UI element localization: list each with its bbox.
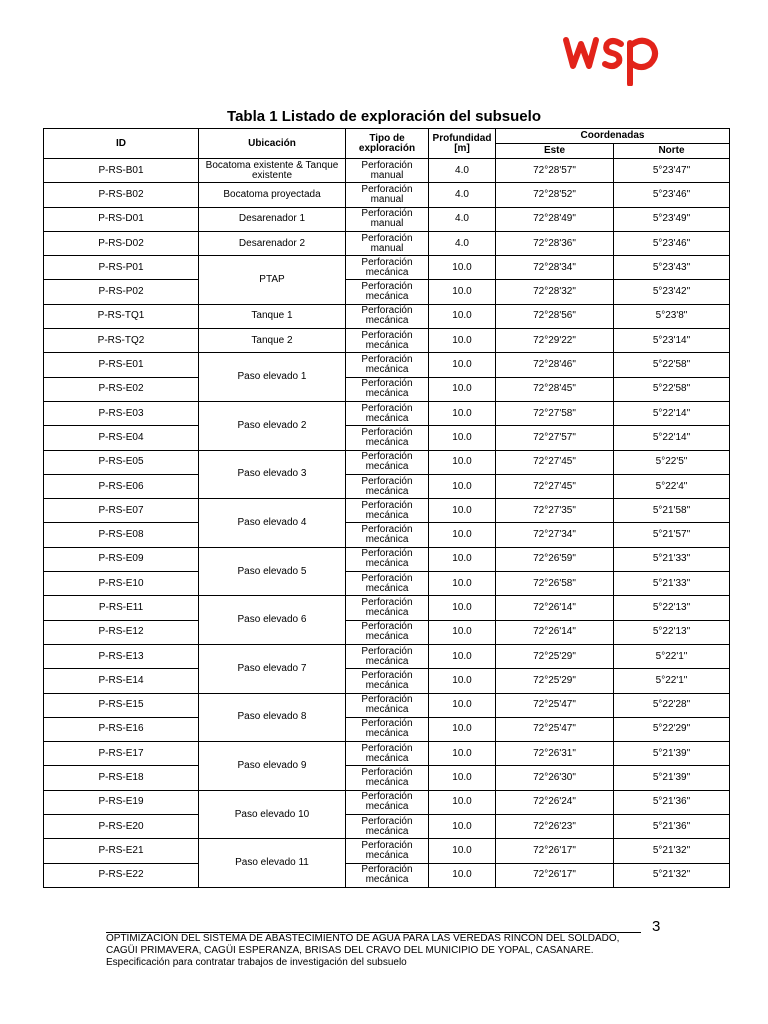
cell-norte: 5°22'29"	[614, 717, 730, 741]
cell-profundidad: 10.0	[429, 596, 496, 620]
cell-norte: 5°23'46"	[614, 231, 730, 255]
cell-tipo: Perforación mecánica	[346, 572, 429, 596]
cell-este: 72°28'52"	[496, 183, 614, 207]
cell-profundidad: 10.0	[429, 839, 496, 863]
cell-este: 72°26'23"	[496, 815, 614, 839]
table-row	[44, 669, 730, 693]
table-row	[44, 523, 730, 547]
exploration-table	[43, 128, 730, 888]
cell-tipo: Perforación mecánica	[346, 839, 429, 863]
table-row	[44, 863, 730, 887]
cell-este: 72°26'59"	[496, 547, 614, 571]
table-row	[44, 815, 730, 839]
cell-ubicacion: Paso elevado 10	[199, 790, 346, 839]
footer-line-3: Especificación para contratar trabajos de investigación del subsuelo	[106, 957, 407, 968]
cell-profundidad: 10.0	[429, 620, 496, 644]
table-row	[44, 620, 730, 644]
cell-norte: 5°21'32"	[614, 839, 730, 863]
table-row	[44, 717, 730, 741]
cell-norte: 5°21'33"	[614, 547, 730, 571]
cell-este: 72°28'32"	[496, 280, 614, 304]
table-row	[44, 207, 730, 231]
cell-tipo: Perforación mecánica	[346, 450, 429, 474]
cell-ubicacion: Paso elevado 1	[199, 353, 346, 402]
table-title: Tabla 1 Listado de exploración del subsuelo	[227, 108, 541, 125]
cell-profundidad: 10.0	[429, 717, 496, 741]
header-coordenadas: Coordenadas	[496, 129, 730, 144]
cell-tipo: Perforación mecánica	[346, 474, 429, 498]
cell-norte: 5°22'5"	[614, 450, 730, 474]
table-row	[44, 353, 730, 377]
header-tipo: Tipo de exploración	[346, 129, 429, 159]
cell-este: 72°25'29"	[496, 644, 614, 668]
cell-profundidad: 10.0	[429, 547, 496, 571]
cell-tipo: Perforación mecánica	[346, 547, 429, 571]
cell-tipo: Perforación mecánica	[346, 669, 429, 693]
table-row	[44, 790, 730, 814]
cell-norte: 5°21'57"	[614, 523, 730, 547]
cell-tipo: Perforación mecánica	[346, 426, 429, 450]
cell-este: 72°27'45"	[496, 474, 614, 498]
cell-norte: 5°22'13"	[614, 596, 730, 620]
cell-este: 72°28'45"	[496, 377, 614, 401]
header-norte: Norte	[614, 144, 730, 159]
cell-norte: 5°22'13"	[614, 620, 730, 644]
cell-profundidad: 10.0	[429, 401, 496, 425]
cell-id: P-RS-E10	[44, 572, 199, 596]
table-row	[44, 304, 730, 328]
cell-profundidad: 10.0	[429, 766, 496, 790]
cell-ubicacion: Paso elevado 4	[199, 499, 346, 548]
cell-este: 72°28'34"	[496, 256, 614, 280]
cell-profundidad: 4.0	[429, 159, 496, 183]
cell-id: P-RS-E09	[44, 547, 199, 571]
cell-este: 72°27'45"	[496, 450, 614, 474]
table-row	[44, 183, 730, 207]
table-row	[44, 693, 730, 717]
table-row	[44, 231, 730, 255]
cell-ubicacion: Paso elevado 11	[199, 839, 346, 888]
table-row	[44, 280, 730, 304]
cell-id: P-RS-E22	[44, 863, 199, 887]
cell-tipo: Perforación mecánica	[346, 620, 429, 644]
cell-norte: 5°21'39"	[614, 766, 730, 790]
cell-id: P-RS-E05	[44, 450, 199, 474]
cell-este: 72°26'24"	[496, 790, 614, 814]
cell-profundidad: 4.0	[429, 231, 496, 255]
cell-tipo: Perforación mecánica	[346, 499, 429, 523]
cell-profundidad: 10.0	[429, 572, 496, 596]
cell-norte: 5°23'42"	[614, 280, 730, 304]
cell-id: P-RS-E14	[44, 669, 199, 693]
cell-tipo: Perforación mecánica	[346, 644, 429, 668]
cell-profundidad: 10.0	[429, 426, 496, 450]
table-row	[44, 766, 730, 790]
cell-ubicacion: Paso elevado 2	[199, 401, 346, 450]
cell-id: P-RS-E17	[44, 742, 199, 766]
cell-id: P-RS-E04	[44, 426, 199, 450]
cell-id: P-RS-E01	[44, 353, 199, 377]
cell-id: P-RS-D02	[44, 231, 199, 255]
cell-norte: 5°22'1"	[614, 644, 730, 668]
header-profundidad: Profundidad [m]	[429, 129, 496, 159]
cell-tipo: Perforación mecánica	[346, 863, 429, 887]
table-body	[44, 159, 730, 888]
header-id: ID	[44, 129, 199, 159]
cell-tipo: Perforación mecánica	[346, 693, 429, 717]
cell-ubicacion: Desarenador 1	[199, 207, 346, 231]
cell-tipo: Perforación mecánica	[346, 304, 429, 328]
table-row	[44, 256, 730, 280]
cell-profundidad: 10.0	[429, 256, 496, 280]
cell-ubicacion: Paso elevado 8	[199, 693, 346, 742]
table-row	[44, 596, 730, 620]
cell-id: P-RS-E16	[44, 717, 199, 741]
table-row	[44, 547, 730, 571]
cell-norte: 5°22'4"	[614, 474, 730, 498]
cell-tipo: Perforación manual	[346, 183, 429, 207]
table-row	[44, 426, 730, 450]
table-row	[44, 742, 730, 766]
cell-este: 72°25'47"	[496, 693, 614, 717]
cell-tipo: Perforación mecánica	[346, 766, 429, 790]
cell-id: P-RS-E15	[44, 693, 199, 717]
cell-este: 72°28'46"	[496, 353, 614, 377]
cell-profundidad: 10.0	[429, 280, 496, 304]
cell-este: 72°27'35"	[496, 499, 614, 523]
cell-norte: 5°22'14"	[614, 426, 730, 450]
cell-tipo: Perforación mecánica	[346, 596, 429, 620]
cell-profundidad: 10.0	[429, 329, 496, 353]
cell-este: 72°26'17"	[496, 863, 614, 887]
cell-ubicacion: Tanque 2	[199, 329, 346, 353]
cell-tipo: Perforación manual	[346, 159, 429, 183]
cell-este: 72°29'22"	[496, 329, 614, 353]
cell-norte: 5°23'46"	[614, 183, 730, 207]
cell-tipo: Perforación mecánica	[346, 329, 429, 353]
cell-norte: 5°23'47"	[614, 159, 730, 183]
cell-norte: 5°22'28"	[614, 693, 730, 717]
cell-ubicacion: Paso elevado 5	[199, 547, 346, 596]
cell-este: 72°26'31"	[496, 742, 614, 766]
cell-ubicacion: Tanque 1	[199, 304, 346, 328]
cell-norte: 5°21'58"	[614, 499, 730, 523]
cell-id: P-RS-E08	[44, 523, 199, 547]
table-row	[44, 572, 730, 596]
cell-este: 72°26'17"	[496, 839, 614, 863]
cell-profundidad: 10.0	[429, 863, 496, 887]
cell-id: P-RS-E11	[44, 596, 199, 620]
cell-id: P-RS-E06	[44, 474, 199, 498]
cell-tipo: Perforación mecánica	[346, 401, 429, 425]
cell-ubicacion: PTAP	[199, 256, 346, 305]
cell-profundidad: 10.0	[429, 377, 496, 401]
page-footer	[106, 933, 666, 969]
cell-id: P-RS-TQ2	[44, 329, 199, 353]
cell-id: P-RS-E21	[44, 839, 199, 863]
cell-id: P-RS-E20	[44, 815, 199, 839]
footer-line-1: OPTIMIZACIÓN DEL SISTEMA DE ABASTECIMIENTO DE AGUA PARA LAS VEREDAS RINCÓN DEL SOLDADO,	[106, 933, 620, 944]
cell-este: 72°28'56"	[496, 304, 614, 328]
page-number: 3	[652, 918, 661, 935]
cell-tipo: Perforación mecánica	[346, 353, 429, 377]
cell-tipo: Perforación manual	[346, 231, 429, 255]
cell-tipo: Perforación mecánica	[346, 815, 429, 839]
cell-este: 72°26'58"	[496, 572, 614, 596]
cell-norte: 5°22'1"	[614, 669, 730, 693]
cell-id: P-RS-E18	[44, 766, 199, 790]
cell-norte: 5°23'43"	[614, 256, 730, 280]
table-row	[44, 159, 730, 183]
cell-este: 72°27'57"	[496, 426, 614, 450]
table-row	[44, 450, 730, 474]
cell-norte: 5°21'32"	[614, 863, 730, 887]
cell-id: P-RS-E19	[44, 790, 199, 814]
table-row	[44, 499, 730, 523]
table-row	[44, 644, 730, 668]
cell-profundidad: 10.0	[429, 353, 496, 377]
cell-id: P-RS-P01	[44, 256, 199, 280]
cell-ubicacion: Bocatoma existente & Tanque existente	[199, 159, 346, 183]
cell-norte: 5°22'58"	[614, 353, 730, 377]
cell-id: P-RS-TQ1	[44, 304, 199, 328]
cell-tipo: Perforación mecánica	[346, 742, 429, 766]
cell-norte: 5°23'8"	[614, 304, 730, 328]
cell-ubicacion: Paso elevado 3	[199, 450, 346, 499]
table-row	[44, 329, 730, 353]
cell-ubicacion: Paso elevado 7	[199, 644, 346, 693]
cell-tipo: Perforación manual	[346, 207, 429, 231]
cell-norte: 5°21'36"	[614, 815, 730, 839]
cell-este: 72°26'14"	[496, 620, 614, 644]
cell-profundidad: 10.0	[429, 523, 496, 547]
cell-tipo: Perforación mecánica	[346, 280, 429, 304]
cell-profundidad: 10.0	[429, 815, 496, 839]
cell-profundidad: 10.0	[429, 644, 496, 668]
cell-este: 72°26'14"	[496, 596, 614, 620]
cell-profundidad: 10.0	[429, 693, 496, 717]
footer-line-2: CAGÜI PRIMAVERA, CAGÜI ESPERANZA, BRISAS DEL CRAVO DEL MUNICIPIO DE YOPAL, CASANARE.	[106, 945, 594, 956]
cell-norte: 5°21'36"	[614, 790, 730, 814]
cell-este: 72°28'36"	[496, 231, 614, 255]
cell-este: 72°26'30"	[496, 766, 614, 790]
cell-profundidad: 10.0	[429, 499, 496, 523]
cell-norte: 5°23'14"	[614, 329, 730, 353]
cell-este: 72°25'47"	[496, 717, 614, 741]
cell-profundidad: 10.0	[429, 304, 496, 328]
cell-este: 72°28'57"	[496, 159, 614, 183]
cell-este: 72°28'49"	[496, 207, 614, 231]
cell-tipo: Perforación mecánica	[346, 377, 429, 401]
cell-tipo: Perforación mecánica	[346, 256, 429, 280]
cell-profundidad: 10.0	[429, 790, 496, 814]
table-row	[44, 377, 730, 401]
cell-tipo: Perforación mecánica	[346, 790, 429, 814]
wsp-logo	[562, 34, 662, 86]
cell-profundidad: 10.0	[429, 669, 496, 693]
cell-ubicacion: Paso elevado 6	[199, 596, 346, 645]
cell-id: P-RS-E13	[44, 644, 199, 668]
cell-profundidad: 10.0	[429, 450, 496, 474]
cell-tipo: Perforación mecánica	[346, 717, 429, 741]
cell-id: P-RS-E02	[44, 377, 199, 401]
cell-id: P-RS-B02	[44, 183, 199, 207]
cell-norte: 5°22'58"	[614, 377, 730, 401]
cell-este: 72°25'29"	[496, 669, 614, 693]
cell-este: 72°27'58"	[496, 401, 614, 425]
cell-norte: 5°23'49"	[614, 207, 730, 231]
cell-profundidad: 4.0	[429, 183, 496, 207]
cell-ubicacion: Bocatoma proyectada	[199, 183, 346, 207]
header-este: Este	[496, 144, 614, 159]
cell-id: P-RS-E03	[44, 401, 199, 425]
cell-norte: 5°21'33"	[614, 572, 730, 596]
cell-profundidad: 10.0	[429, 742, 496, 766]
cell-id: P-RS-B01	[44, 159, 199, 183]
cell-profundidad: 10.0	[429, 474, 496, 498]
header-ubicacion: Ubicación	[199, 129, 346, 159]
cell-id: P-RS-P02	[44, 280, 199, 304]
cell-id: P-RS-E07	[44, 499, 199, 523]
cell-id: P-RS-E12	[44, 620, 199, 644]
table-row	[44, 401, 730, 425]
cell-norte: 5°22'14"	[614, 401, 730, 425]
cell-ubicacion: Paso elevado 9	[199, 742, 346, 791]
cell-profundidad: 4.0	[429, 207, 496, 231]
cell-norte: 5°21'39"	[614, 742, 730, 766]
cell-este: 72°27'34"	[496, 523, 614, 547]
cell-tipo: Perforación mecánica	[346, 523, 429, 547]
table-row	[44, 839, 730, 863]
cell-id: P-RS-D01	[44, 207, 199, 231]
table-row	[44, 474, 730, 498]
cell-ubicacion: Desarenador 2	[199, 231, 346, 255]
